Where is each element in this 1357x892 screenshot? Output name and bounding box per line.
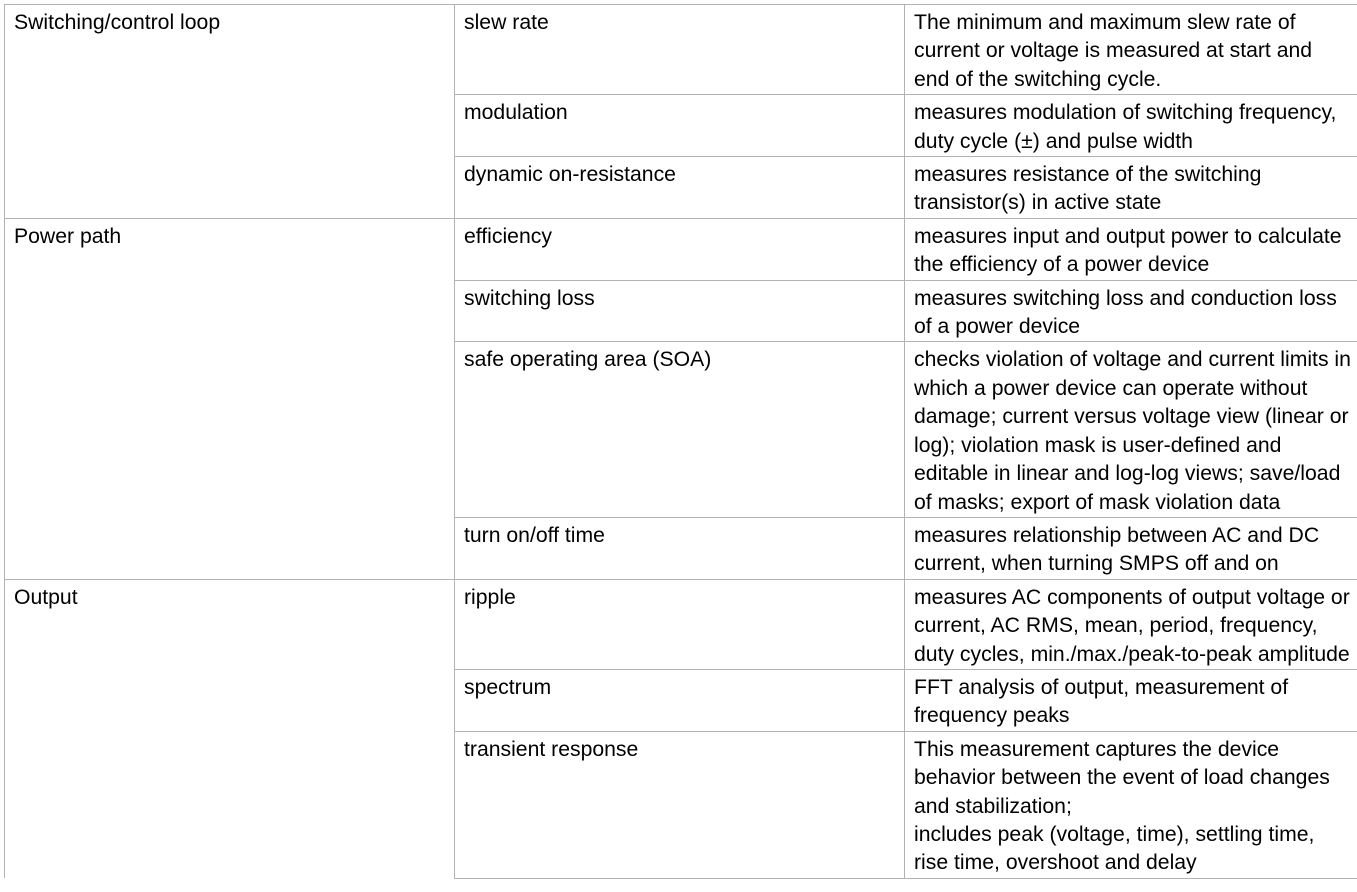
category-cell: [5, 517, 455, 579]
category-cell: [5, 342, 455, 517]
category-cell: Switching/control loop: [5, 5, 455, 95]
table-row: [5, 517, 1357, 579]
description-cell: This measurement captures the device behavior between the event of load changes and stabilization; includes peak (voltage, time), settling time, rise time, overshoot and delay: [905, 731, 1357, 878]
description-cell: checks violation of voltage and current limits in which a power device can operate without damage; current versus voltage view (linear or log); violation mask is user-defined and editable in linear and log-log views; save/load of masks; export of mask violation data: [905, 342, 1357, 517]
description-cell: measures relationship between AC and DC current, when turning SMPS off and on: [905, 517, 1357, 579]
measurement-cell: slew rate: [455, 5, 905, 95]
measurement-cell: safe operating area (SOA): [455, 342, 905, 517]
measurement-cell: transient response: [455, 731, 905, 878]
description-cell: measures switching loss and conduction loss of a power device: [905, 280, 1357, 342]
measurement-cell: ripple: [455, 579, 905, 669]
description-cell: measures modulation of switching frequency, duty cycle (±) and pulse width: [905, 95, 1357, 157]
category-cell: [5, 280, 455, 342]
table-row: [5, 669, 1357, 731]
table-row: [5, 157, 1357, 219]
category-cell: [5, 731, 455, 878]
category-cell: [5, 157, 455, 219]
description-cell: measures resistance of the switching transistor(s) in active state: [905, 157, 1357, 219]
measurement-cell: efficiency: [455, 218, 905, 280]
measurement-cell: dynamic on-resistance: [455, 157, 905, 219]
table-row: [5, 731, 1357, 878]
table-row: [5, 218, 1357, 280]
table-row: [5, 5, 1357, 95]
description-cell: measures input and output power to calculate the efficiency of a power device: [905, 218, 1357, 280]
measurement-cell: turn on/off time: [455, 517, 905, 579]
description-cell: FFT analysis of output, measurement of frequency peaks: [905, 669, 1357, 731]
measurement-cell: modulation: [455, 95, 905, 157]
table-row: [5, 342, 1357, 517]
category-cell: Power path: [5, 218, 455, 280]
table-row: [5, 579, 1357, 669]
table-row: [5, 95, 1357, 157]
measurement-table: [4, 4, 1357, 879]
table-row: [5, 280, 1357, 342]
measurement-cell: switching loss: [455, 280, 905, 342]
category-cell: [5, 95, 455, 157]
category-cell: [5, 669, 455, 731]
measurement-cell: spectrum: [455, 669, 905, 731]
category-cell: Output: [5, 579, 455, 669]
description-cell: measures AC components of output voltage or current, AC RMS, mean, period, frequency, duty cycles, min./max./peak-to-peak amplitude: [905, 579, 1357, 669]
description-cell: The minimum and maximum slew rate of current or voltage is measured at start and end of the switching cycle.: [905, 5, 1357, 95]
